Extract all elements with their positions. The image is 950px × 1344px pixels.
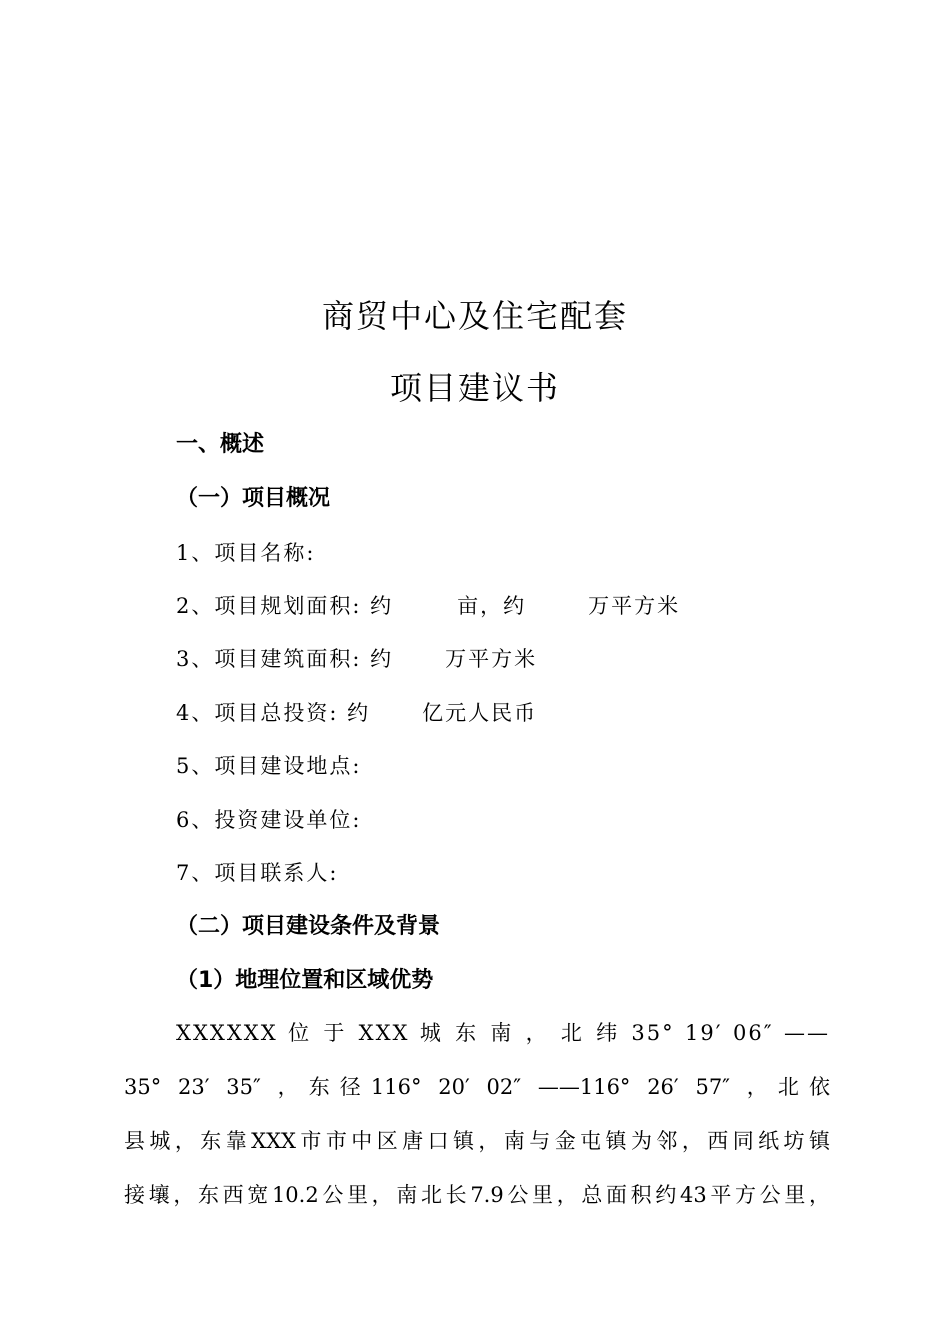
item-investor: 6、投资建设单位: (176, 808, 362, 832)
item-project-name: 1、项目名称: (176, 541, 316, 565)
planning-area-sqm-unit: 万平方米 (588, 594, 681, 618)
item-building-area (176, 644, 537, 674)
item-total-investment (176, 698, 537, 728)
planning-area-mu-unit: 亩，约 (457, 594, 527, 618)
building-area-label: 3、项目建筑面积: 约 (176, 647, 394, 671)
item-contact-person: 7、项目联系人: (176, 861, 339, 885)
subsection-heading-conditions: （二）项目建设条件及背景 (176, 914, 441, 939)
item-construction-location: 5、项目建设地点: (176, 754, 362, 778)
item-planning-area (176, 591, 680, 621)
paragraph-line: 县城，东靠XXX市市中区唐口镇，南与金屯镇为邻，西同纸坊镇 (124, 1129, 830, 1153)
investment-label: 4、项目总投资: 约 (176, 701, 371, 725)
paragraph-line: XXXXXX 位 于 XXX 城 东 南 ， 北 纬 35° 19′ 06″ —— (176, 1021, 830, 1045)
planning-area-label: 2、项目规划面积: 约 (176, 594, 394, 618)
subsection-heading-project-overview: （一）项目概况 (176, 486, 331, 511)
building-area-unit: 万平方米 (445, 647, 538, 671)
document-title-line-2: 项目建议书 (389, 369, 560, 407)
document-title-line-1: 商贸中心及住宅配套 (321, 297, 628, 335)
paragraph-line: 接壤，东西宽10.2公里，南北长7.9公里，总面积约43平方公里， (124, 1183, 830, 1207)
investment-unit: 亿元人民币 (422, 701, 538, 725)
subsection-heading-geography: （1）地理位置和区域优势 (176, 968, 434, 993)
paragraph-line: 35° 23′ 35″ ，东径116° 20′ 02″ ——116° 26′ 57″ ，北依 (124, 1075, 830, 1099)
section-heading-overview: 一、概述 (176, 432, 265, 457)
